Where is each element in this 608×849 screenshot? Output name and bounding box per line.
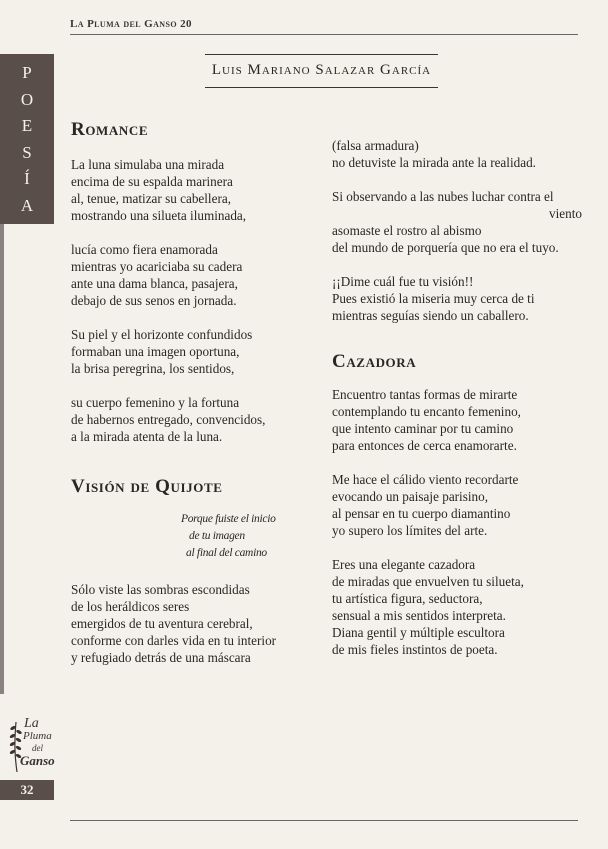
stanza bbox=[332, 386, 582, 454]
verse-line: que intento caminar por tu camino bbox=[332, 421, 514, 436]
section-tab-poesia bbox=[0, 54, 54, 224]
stanza bbox=[332, 137, 582, 171]
section-letter: S bbox=[22, 142, 32, 162]
stanza bbox=[71, 326, 329, 377]
magazine-logo bbox=[6, 710, 56, 772]
section-letter: Í bbox=[24, 169, 30, 188]
author-rule-top bbox=[205, 54, 438, 55]
verse-line: de mis fieles instintos de poeta. bbox=[332, 642, 498, 657]
verse-line: asomaste el rostro al abismo bbox=[332, 223, 482, 238]
epigraph-line: al final del camino bbox=[186, 547, 267, 559]
stanza bbox=[71, 241, 329, 309]
header-rule bbox=[70, 34, 578, 35]
verse-line: Pues existió la miseria muy cerca de ti bbox=[332, 291, 535, 306]
verse-line: y refugiado detrás de una máscara bbox=[71, 650, 251, 665]
verse-line: ¡¡Dime cuál fue tu visión!! bbox=[332, 274, 474, 289]
verse-line: Diana gentil y múltiple escultora bbox=[332, 625, 505, 640]
section-letter: E bbox=[21, 116, 33, 135]
author-rule-bottom bbox=[205, 87, 438, 88]
verse-line: a la mirada atenta de la luna. bbox=[71, 429, 223, 444]
stanza bbox=[332, 471, 582, 539]
footer-rule bbox=[70, 820, 578, 821]
stanza bbox=[71, 581, 329, 666]
verse-line: debajo de sus senos en jornada. bbox=[71, 293, 237, 308]
verse-line: formaban una imagen oportuna, bbox=[71, 344, 240, 359]
stanza bbox=[332, 273, 582, 324]
stanza bbox=[71, 156, 329, 224]
verse-line: Su piel y el horizonte confundidos bbox=[71, 327, 253, 342]
verse-line: Me hace el cálido viento recordarte bbox=[332, 472, 519, 487]
verse-line: no detuviste la mirada ante la realidad. bbox=[332, 155, 536, 170]
epigraph-line: de tu imagen bbox=[189, 530, 245, 542]
stanza bbox=[332, 188, 582, 256]
verse-line: encima de su espalda marinera bbox=[71, 174, 233, 189]
verse-line: para entonces de cerca enamorarte. bbox=[332, 438, 517, 453]
epigraph-line: Porque fuiste el inicio bbox=[181, 513, 276, 525]
side-strip bbox=[0, 224, 4, 694]
verse-line: viento bbox=[549, 206, 582, 221]
logo-text: Ganso bbox=[20, 753, 55, 768]
verse-line: contemplando tu encanto femenino, bbox=[332, 404, 521, 419]
epigraph bbox=[181, 511, 329, 562]
verse-line: al pensar en tu cuerpo diamantino bbox=[332, 506, 511, 521]
verse-line: tu artística figura, seductora, bbox=[332, 591, 483, 606]
verse-line: de los heráldicos seres bbox=[71, 599, 190, 614]
verse-line: mostrando una silueta iluminada, bbox=[71, 208, 247, 223]
section-letter: P bbox=[22, 63, 32, 82]
logo-text: Pluma bbox=[23, 730, 52, 742]
stanza bbox=[332, 556, 582, 658]
verse-line: de miradas que envuelven tu silueta, bbox=[332, 574, 524, 589]
logo-text: La bbox=[24, 716, 39, 731]
verse-line: del mundo de porquería que no era el tuyo. bbox=[332, 240, 559, 255]
verse-line: mientras yo acariciaba su cadera bbox=[71, 259, 243, 274]
verse-line: evocando un paisaje parisino, bbox=[332, 489, 489, 504]
section-letter: A bbox=[20, 195, 34, 215]
verse-line: conforme con darles vida en tu interior bbox=[71, 633, 277, 648]
left-column bbox=[71, 118, 329, 666]
section-letter: O bbox=[20, 89, 34, 109]
verse-line: la brisa peregrina, los sentidos, bbox=[71, 361, 235, 376]
logo-text: del bbox=[32, 743, 43, 753]
verse-line: de habernos entregado, convencidos, bbox=[71, 412, 266, 427]
verse-line: Sólo viste las sombras escondidas bbox=[71, 582, 250, 597]
running-header: La Pluma del Ganso 20 bbox=[70, 18, 192, 30]
verse-line: emergidos de tu aventura cerebral, bbox=[71, 616, 253, 631]
verse-line: mientras seguías siendo un caballero. bbox=[332, 308, 529, 323]
stanza bbox=[71, 394, 329, 445]
poem-title-romance: Romance bbox=[71, 119, 149, 140]
verse-line: sensual a mis sentidos interpreta. bbox=[332, 608, 506, 623]
verse-line: ante una dama blanca, pasajera, bbox=[71, 276, 238, 291]
verse-line: Eres una elegante cazadora bbox=[332, 557, 476, 572]
verse-line: La luna simulaba una mirada bbox=[71, 157, 225, 172]
verse-line: Si observando a las nubes luchar contra el bbox=[332, 189, 554, 204]
page-number: 32 bbox=[0, 780, 54, 800]
poem-title-vision: Visión de Quijote bbox=[71, 476, 223, 497]
verse-line: (falsa armadura) bbox=[332, 138, 419, 153]
verse-line: Encuentro tantas formas de mirarte bbox=[332, 387, 518, 402]
author-name: Luis Mariano Salazar García bbox=[211, 62, 432, 78]
right-column bbox=[332, 137, 582, 658]
verse-line: al, tenue, matizar su cabellera, bbox=[71, 191, 231, 206]
verse-line: lucía como fiera enamorada bbox=[71, 242, 218, 257]
verse-line: su cuerpo femenino y la fortuna bbox=[71, 395, 240, 410]
poem-title-cazadora: Cazadora bbox=[332, 351, 417, 372]
verse-line: yo supero los límites del arte. bbox=[332, 523, 488, 538]
